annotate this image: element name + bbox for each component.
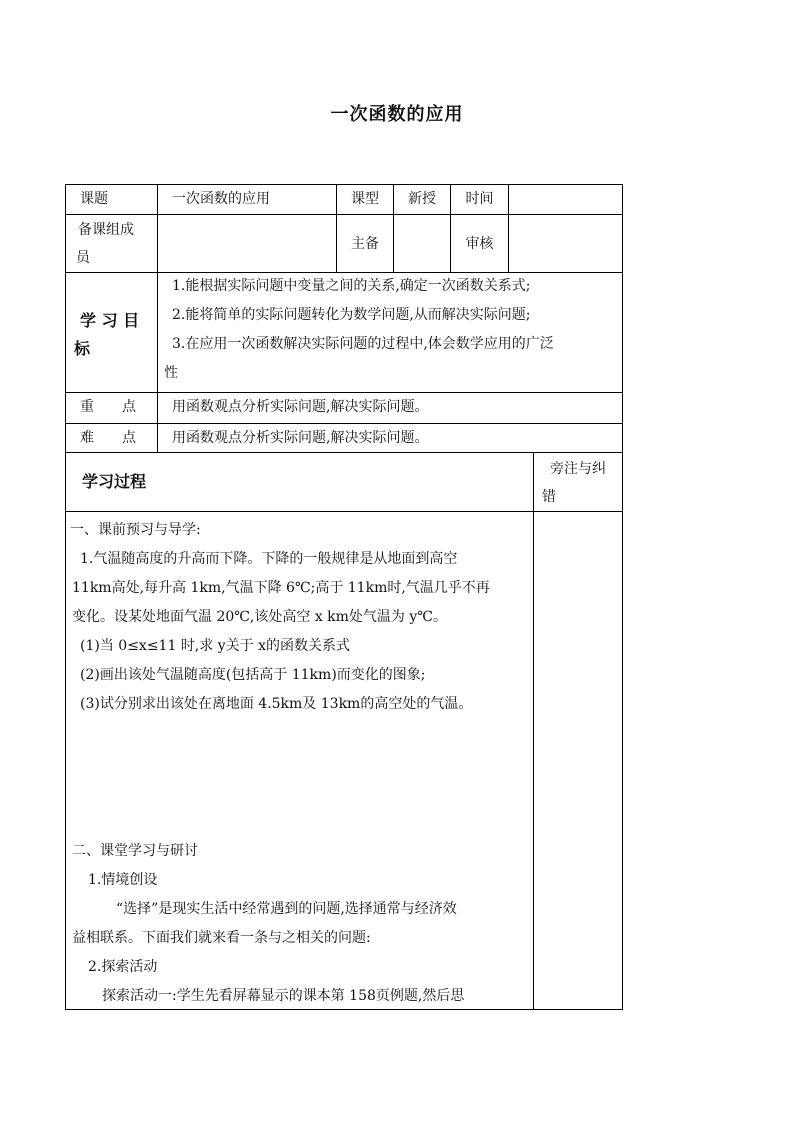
group-row [66, 215, 622, 273]
goals-label [66, 273, 158, 392]
paragraph-text: 益相联系。下面我们就来看一条与之相关的问题: [72, 930, 371, 946]
goals-label-line1: 学 习 目 [80, 311, 140, 330]
notes-cell [534, 512, 622, 1009]
content-cell [66, 512, 534, 1009]
goal-item: 2.能将简单的实际问题转化为数学问题,从而解决实际问题; [172, 307, 531, 323]
notes-label-line2: 错 [542, 489, 556, 505]
difficulty-row [66, 424, 622, 453]
time-label: 时间 [451, 185, 509, 214]
difficulty-value: 用函数观点分析实际问题,解决实际问题。 [172, 430, 429, 446]
review-value [509, 215, 622, 272]
type-value: 新授 [394, 185, 451, 214]
key-point-value: 用函数观点分析实际问题,解决实际问题。 [172, 399, 429, 415]
paragraph-text: “选择”是现实生活中经常遇到的问题,选择通常与经济效 [116, 901, 457, 917]
notes-label-cell [534, 453, 622, 511]
group-label-line2: 员 [76, 250, 90, 266]
topic-row [66, 185, 622, 215]
lead-label: 主备 [337, 215, 394, 272]
subsection-heading: 2.探索活动 [88, 959, 158, 975]
section-heading: 一、课前预习与导学: [70, 522, 201, 538]
problem-text: 变化。设某处地面气温 20℃,该处高空 x km处气温为 y℃。 [72, 609, 447, 625]
group-value [158, 215, 337, 272]
problem-text: 11km高处,每升高 1km,气温下降 6℃;高于 11km时,气温几乎不再 [72, 580, 490, 596]
question-item: (1)当 0≤x≤11 时,求 y关于 x的函数关系式 [80, 638, 350, 654]
goals-row [66, 273, 622, 393]
process-label-cell [66, 453, 534, 511]
goal-item: 性 [164, 365, 178, 381]
process-label: 学习过程 [82, 472, 147, 491]
process-header-row [66, 453, 622, 512]
notes-label-line1: 旁注与纠 [550, 461, 606, 477]
topic-value: 一次函数的应用 [158, 185, 337, 214]
subsection-heading: 1.情境创设 [88, 872, 158, 888]
topic-label: 课题 [66, 185, 158, 214]
page-title: 一次函数的应用 [330, 104, 464, 125]
difficulty-label: 难 点 [66, 424, 158, 452]
group-label-line1: 备课组成 [78, 222, 134, 238]
group-label [66, 215, 158, 272]
problem-text: 1.气温随高度的升高而下降。下降的一般规律是从地面到高空 [80, 551, 458, 567]
section-heading: 二、课堂学习与研讨 [72, 843, 198, 859]
goals-list [158, 273, 622, 392]
key-point-row [66, 393, 622, 424]
process-content-row [66, 512, 622, 1009]
goals-label-line2: 标 [74, 339, 91, 358]
goal-item: 1.能根据实际问题中变量之间的关系,确定一次函数关系式; [172, 278, 531, 294]
key-point-label: 重 点 [66, 393, 158, 423]
lesson-plan-table [65, 184, 623, 1010]
review-label: 审核 [451, 215, 509, 272]
lead-value [394, 215, 451, 272]
question-item: (3)试分别求出该处在离地面 4.5km及 13km的高空处的气温。 [80, 696, 473, 712]
type-label: 课型 [337, 185, 394, 214]
goal-item: 3.在应用一次函数解决实际问题的过程中,体会数学应用的广泛 [172, 336, 554, 352]
time-value [509, 185, 622, 214]
paragraph-text: 探索活动一:学生先看屏幕显示的课本第 158页例题,然后思 [102, 988, 465, 1004]
question-item: (2)画出该处气温随高度(包括高于 11km)而变化的图象; [80, 667, 426, 683]
